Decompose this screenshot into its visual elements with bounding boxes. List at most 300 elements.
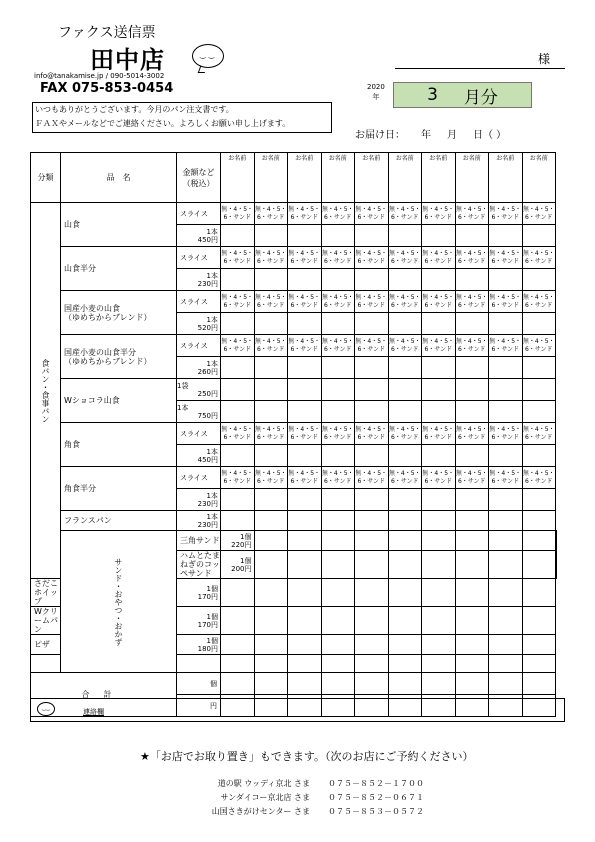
qty-cell[interactable] — [455, 313, 489, 335]
option-line-1: 無・4・5・ — [221, 249, 254, 257]
qty-cell[interactable] — [455, 635, 489, 655]
option-cell[interactable] — [321, 335, 355, 357]
qty-cell[interactable] — [321, 655, 355, 673]
option-cell[interactable] — [388, 467, 422, 489]
qty-cell[interactable] — [522, 357, 556, 379]
memo-box[interactable] — [30, 698, 565, 722]
option-cell[interactable] — [388, 247, 422, 269]
qty-cell[interactable] — [388, 489, 422, 511]
qty-cell[interactable] — [321, 551, 355, 579]
option-cell[interactable] — [522, 335, 556, 357]
qty-cell[interactable] — [254, 655, 288, 673]
option-line-1: 無・4・5・ — [288, 249, 321, 257]
qty-cell[interactable] — [522, 401, 556, 423]
qty-cell[interactable] — [254, 673, 288, 695]
option-cell[interactable] — [455, 291, 489, 313]
qty-cell[interactable] — [355, 379, 389, 401]
option-cell[interactable] — [221, 423, 255, 445]
option-cell[interactable] — [221, 467, 255, 489]
qty-cell[interactable] — [455, 379, 489, 401]
option-cell[interactable] — [355, 203, 389, 225]
qty-cell[interactable] — [221, 635, 255, 655]
qty-cell[interactable] — [254, 579, 288, 607]
option-cell[interactable] — [254, 467, 288, 489]
qty-cell[interactable] — [489, 445, 523, 467]
option-line-2: 6・サンド — [491, 477, 520, 485]
qty-cell[interactable] — [321, 511, 355, 531]
qty-cell[interactable] — [288, 579, 322, 607]
option-cell[interactable] — [321, 423, 355, 445]
qty-cell[interactable] — [455, 357, 489, 379]
qty-cell[interactable] — [254, 489, 288, 511]
qty-cell[interactable] — [254, 401, 288, 423]
qty-cell[interactable] — [254, 551, 288, 579]
option-line-1: 無・4・5・ — [489, 425, 522, 433]
qty-cell[interactable] — [489, 225, 523, 247]
qty-cell[interactable] — [489, 401, 523, 423]
option-cell[interactable] — [388, 291, 422, 313]
qty-cell[interactable] — [422, 531, 456, 551]
qty-cell[interactable] — [422, 551, 456, 579]
qty-cell[interactable] — [321, 607, 355, 635]
qty-cell[interactable] — [355, 489, 389, 511]
qty-cell[interactable] — [455, 511, 489, 531]
qty-cell[interactable] — [288, 357, 322, 379]
option-cell[interactable] — [455, 423, 489, 445]
qty-cell[interactable] — [422, 379, 456, 401]
option-cell[interactable] — [522, 467, 556, 489]
qty-cell[interactable] — [254, 379, 288, 401]
option-line-2: 6・サンド — [223, 257, 252, 265]
qty-cell[interactable] — [355, 511, 389, 531]
qty-cell[interactable] — [221, 357, 255, 379]
qty-cell[interactable] — [422, 401, 456, 423]
qty-cell[interactable] — [288, 655, 322, 673]
option-line-1: 無・4・5・ — [422, 249, 455, 257]
qty-cell[interactable] — [355, 269, 389, 291]
qty-cell[interactable] — [489, 379, 523, 401]
qty-cell[interactable] — [355, 607, 389, 635]
qty-cell[interactable] — [455, 401, 489, 423]
qty-cell[interactable] — [355, 225, 389, 247]
name-header[interactable]: お名前 — [455, 153, 489, 203]
qty-cell[interactable] — [422, 655, 456, 673]
qty-cell[interactable] — [288, 313, 322, 335]
year-label: 年 — [372, 93, 380, 101]
qty-cell[interactable] — [254, 511, 288, 531]
price-cell — [177, 511, 221, 531]
qty-cell[interactable] — [455, 655, 489, 673]
option-cell[interactable] — [221, 335, 255, 357]
option-cell[interactable] — [321, 247, 355, 269]
qty-cell[interactable] — [522, 551, 556, 579]
qty-cell[interactable] — [455, 607, 489, 635]
qty-cell[interactable] — [522, 579, 556, 607]
qty-cell[interactable] — [254, 607, 288, 635]
qty-cell[interactable] — [489, 511, 523, 531]
qty-cell[interactable] — [355, 531, 389, 551]
option-line-2: 6・サンド — [424, 213, 453, 221]
name-header[interactable]: お名前 — [522, 153, 556, 203]
qty-cell[interactable] — [321, 357, 355, 379]
qty-cell[interactable] — [522, 379, 556, 401]
option-line-2: 6・サンド — [323, 301, 352, 309]
qty-cell[interactable] — [388, 579, 422, 607]
slice-label: スライス — [177, 335, 221, 357]
qty-cell[interactable] — [388, 401, 422, 423]
price-cell — [177, 379, 221, 401]
qty-cell[interactable] — [422, 579, 456, 607]
option-line-2: 6・サンド — [524, 213, 553, 221]
option-cell[interactable] — [422, 423, 456, 445]
qty-cell[interactable] — [422, 445, 456, 467]
qty-cell[interactable] — [388, 511, 422, 531]
qty-cell[interactable] — [355, 635, 389, 655]
qty-cell[interactable] — [221, 313, 255, 335]
price: 170円 — [197, 620, 218, 629]
qty-cell[interactable] — [254, 313, 288, 335]
option-line-1: 無・4・5・ — [254, 249, 287, 257]
qty-cell[interactable] — [489, 673, 523, 695]
qty-cell[interactable] — [321, 401, 355, 423]
option-line-2: 6・サンド — [323, 433, 352, 441]
qty-cell[interactable] — [355, 579, 389, 607]
delivery-day: 日（ ） — [473, 130, 507, 141]
store-name: サンダイコー京北店 さま — [220, 793, 310, 802]
option-line-1: 無・4・5・ — [321, 205, 354, 213]
qty-cell[interactable] — [522, 225, 556, 247]
qty-cell[interactable] — [254, 269, 288, 291]
qty-cell[interactable] — [221, 401, 255, 423]
option-line-1: 無・4・5・ — [489, 249, 522, 257]
option-line-2: 6・サンド — [457, 433, 486, 441]
qty-cell[interactable] — [221, 379, 255, 401]
qty-cell[interactable] — [489, 635, 523, 655]
option-cell[interactable] — [321, 203, 355, 225]
qty-cell[interactable] — [388, 655, 422, 673]
qty-cell[interactable] — [254, 225, 288, 247]
qty-cell[interactable] — [288, 489, 322, 511]
qty-cell[interactable] — [422, 313, 456, 335]
qty-cell[interactable] — [321, 445, 355, 467]
qty-cell[interactable] — [522, 655, 556, 673]
qty-cell[interactable] — [455, 579, 489, 607]
name-header[interactable]: お名前 — [355, 153, 389, 203]
qty-cell[interactable] — [388, 225, 422, 247]
qty-cell[interactable] — [221, 489, 255, 511]
option-cell[interactable] — [455, 467, 489, 489]
option-cell[interactable] — [422, 335, 456, 357]
table-row — [31, 423, 557, 445]
qty-cell[interactable] — [455, 531, 489, 551]
option-cell[interactable] — [288, 291, 322, 313]
qty-cell[interactable] — [321, 269, 355, 291]
category-bread — [31, 203, 61, 579]
qty-cell[interactable] — [455, 673, 489, 695]
qty-cell[interactable] — [355, 673, 389, 695]
qty-cell[interactable] — [522, 673, 556, 695]
option-cell[interactable] — [254, 335, 288, 357]
qty-cell[interactable] — [288, 225, 322, 247]
qty-cell[interactable] — [489, 357, 523, 379]
qty-cell[interactable] — [221, 579, 255, 607]
option-line-2: 6・サンド — [357, 433, 386, 441]
option-cell[interactable] — [254, 423, 288, 445]
qty-cell[interactable] — [522, 489, 556, 511]
option-cell[interactable] — [522, 247, 556, 269]
qty-cell[interactable] — [254, 445, 288, 467]
product-name: Wショコラ山食 — [61, 379, 177, 423]
qty-cell[interactable] — [221, 655, 255, 673]
qty-cell[interactable] — [489, 655, 523, 673]
qty-cell[interactable] — [288, 379, 322, 401]
contact-info: info@tanakamise.jp / 090-5014-3002 — [34, 72, 165, 80]
unit: 1本 — [177, 403, 189, 412]
product-sub: （ゆめちからブレンド） — [64, 312, 152, 322]
qty-cell[interactable] — [489, 313, 523, 335]
qty-cell[interactable] — [288, 511, 322, 531]
qty-cell[interactable] — [321, 225, 355, 247]
qty-cell[interactable] — [388, 445, 422, 467]
qty-cell[interactable] — [455, 445, 489, 467]
empty-cell[interactable] — [177, 655, 221, 673]
option-cell[interactable] — [288, 203, 322, 225]
option-line-1: 無・4・5・ — [422, 425, 455, 433]
option-cell[interactable] — [388, 423, 422, 445]
option-cell[interactable] — [355, 423, 389, 445]
option-cell[interactable] — [288, 335, 322, 357]
slice-label: スライス — [177, 291, 221, 313]
qty-cell[interactable] — [221, 225, 255, 247]
name-header[interactable]: お名前 — [489, 153, 523, 203]
qty-cell[interactable] — [422, 357, 456, 379]
qty-cell[interactable] — [288, 551, 322, 579]
option-cell[interactable] — [388, 203, 422, 225]
qty-cell[interactable] — [489, 551, 523, 579]
qty-cell[interactable] — [288, 673, 322, 695]
qty-cell[interactable] — [422, 607, 456, 635]
unit: 1袋 — [177, 381, 189, 390]
qty-cell[interactable] — [355, 313, 389, 335]
option-cell[interactable] — [422, 467, 456, 489]
qty-cell[interactable] — [388, 269, 422, 291]
option-line-1: 無・4・5・ — [422, 469, 455, 477]
option-cell[interactable] — [221, 291, 255, 313]
qty-cell[interactable] — [422, 511, 456, 531]
option-cell[interactable] — [422, 203, 456, 225]
qty-cell[interactable] — [288, 401, 322, 423]
slice-label: スライス — [177, 423, 221, 445]
qty-cell[interactable] — [455, 489, 489, 511]
qty-cell[interactable] — [288, 607, 322, 635]
option-line-2: 6・サンド — [290, 213, 319, 221]
qty-cell[interactable] — [388, 673, 422, 695]
option-line-1: 無・4・5・ — [254, 469, 287, 477]
option-line-2: 6・サンド — [457, 345, 486, 353]
product-name: Wクリームパン — [31, 607, 61, 635]
qty-cell[interactable] — [489, 579, 523, 607]
qty-cell[interactable] — [288, 445, 322, 467]
qty-cell[interactable] — [221, 673, 255, 695]
option-cell[interactable] — [254, 247, 288, 269]
option-cell[interactable] — [321, 291, 355, 313]
qty-cell[interactable] — [254, 635, 288, 655]
price: 230円 — [197, 279, 218, 288]
qty-cell[interactable] — [254, 357, 288, 379]
name-header[interactable]: お名前 — [388, 153, 422, 203]
qty-cell[interactable] — [388, 607, 422, 635]
product-title: 国産小麦の山食半分 — [64, 347, 136, 357]
qty-cell[interactable] — [355, 445, 389, 467]
qty-cell[interactable] — [321, 673, 355, 695]
qty-cell[interactable] — [321, 313, 355, 335]
option-cell[interactable] — [489, 467, 523, 489]
qty-cell[interactable] — [522, 635, 556, 655]
qty-cell[interactable] — [355, 551, 389, 579]
option-cell[interactable] — [288, 423, 322, 445]
option-line-2: 6・サンド — [457, 301, 486, 309]
price-cell — [221, 551, 255, 579]
qty-cell[interactable] — [489, 531, 523, 551]
option-cell[interactable] — [355, 247, 389, 269]
product-name — [61, 247, 177, 291]
qty-cell[interactable] — [522, 607, 556, 635]
option-cell[interactable] — [455, 335, 489, 357]
option-cell[interactable] — [489, 203, 523, 225]
qty-cell[interactable] — [422, 269, 456, 291]
shop-name: 田中店 — [90, 46, 165, 74]
face-icon: ‿‿ — [37, 702, 55, 716]
option-cell[interactable] — [522, 291, 556, 313]
qty-cell[interactable] — [388, 551, 422, 579]
fax-number: FAX 075-853-0454 — [40, 81, 174, 96]
name-header[interactable]: お名前 — [221, 153, 255, 203]
option-cell[interactable] — [321, 467, 355, 489]
store-row — [160, 777, 424, 791]
option-cell[interactable] — [455, 247, 489, 269]
qty-cell[interactable] — [355, 357, 389, 379]
qty-cell[interactable] — [388, 531, 422, 551]
option-line-1: 無・4・5・ — [455, 469, 488, 477]
qty-cell[interactable] — [522, 445, 556, 467]
option-cell[interactable] — [388, 335, 422, 357]
qty-cell[interactable] — [221, 511, 255, 531]
option-cell[interactable] — [355, 335, 389, 357]
qty-cell[interactable] — [288, 531, 322, 551]
unit: 1本 — [206, 491, 218, 500]
qty-cell[interactable] — [321, 379, 355, 401]
qty-cell[interactable] — [288, 635, 322, 655]
option-cell[interactable] — [288, 247, 322, 269]
qty-cell[interactable] — [388, 357, 422, 379]
qty-cell[interactable] — [489, 269, 523, 291]
option-cell[interactable] — [254, 291, 288, 313]
option-cell[interactable] — [489, 335, 523, 357]
qty-cell[interactable] — [388, 313, 422, 335]
qty-cell[interactable] — [355, 655, 389, 673]
qty-cell[interactable] — [422, 635, 456, 655]
qty-cell[interactable] — [388, 635, 422, 655]
col-price: 金額など（税込） — [177, 153, 221, 203]
option-line-2: 6・サンド — [457, 477, 486, 485]
qty-cell[interactable] — [522, 511, 556, 531]
qty-cell[interactable] — [556, 551, 557, 579]
option-cell[interactable] — [221, 247, 255, 269]
option-cell[interactable] — [489, 291, 523, 313]
option-line-2: 6・サンド — [524, 345, 553, 353]
qty-cell[interactable] — [221, 607, 255, 635]
option-cell[interactable] — [355, 291, 389, 313]
name-header[interactable]: お名前 — [288, 153, 322, 203]
qty-cell[interactable] — [422, 225, 456, 247]
option-line-2: 6・サンド — [323, 257, 352, 265]
option-cell[interactable] — [522, 423, 556, 445]
qty-cell[interactable] — [556, 531, 557, 551]
qty-cell[interactable] — [388, 379, 422, 401]
option-cell[interactable] — [522, 203, 556, 225]
option-line-1: 無・4・5・ — [321, 337, 354, 345]
name-header[interactable]: お名前 — [321, 153, 355, 203]
qty-cell[interactable] — [522, 313, 556, 335]
option-cell[interactable] — [355, 467, 389, 489]
qty-cell[interactable] — [489, 607, 523, 635]
qty-cell[interactable] — [221, 445, 255, 467]
qty-cell[interactable] — [455, 269, 489, 291]
option-line-1: 無・4・5・ — [321, 469, 354, 477]
qty-cell[interactable] — [422, 673, 456, 695]
product-name: ハムとたまねぎのコッペサンド — [177, 551, 221, 579]
qty-cell[interactable] — [489, 489, 523, 511]
option-line-1: 無・4・5・ — [221, 293, 254, 301]
option-line-1: 無・4・5・ — [522, 337, 555, 345]
name-header[interactable]: お名前 — [422, 153, 456, 203]
qty-cell[interactable] — [455, 225, 489, 247]
slice-label: スライス — [177, 247, 221, 269]
option-line-2: 6・サンド — [223, 345, 252, 353]
qty-cell[interactable] — [455, 551, 489, 579]
product-name: さだこホイップ — [31, 579, 61, 607]
option-line-2: 6・サンド — [424, 257, 453, 265]
qty-cell[interactable] — [321, 489, 355, 511]
name-header[interactable]: お名前 — [254, 153, 288, 203]
option-line-2: 6・サンド — [424, 301, 453, 309]
empty-cell[interactable] — [31, 655, 61, 673]
unit: 1本 — [206, 315, 218, 324]
option-cell[interactable] — [221, 203, 255, 225]
option-cell[interactable] — [455, 203, 489, 225]
qty-cell[interactable] — [321, 579, 355, 607]
option-line-1: 無・4・5・ — [489, 337, 522, 345]
category-snacks — [61, 531, 177, 673]
option-cell[interactable] — [422, 291, 456, 313]
option-cell[interactable] — [254, 203, 288, 225]
recipient-line — [395, 68, 565, 69]
option-cell[interactable] — [422, 247, 456, 269]
qty-cell[interactable] — [288, 269, 322, 291]
qty-cell[interactable] — [522, 269, 556, 291]
qty-cell[interactable] — [355, 401, 389, 423]
qty-cell[interactable] — [221, 269, 255, 291]
option-cell[interactable] — [489, 247, 523, 269]
option-cell[interactable] — [288, 467, 322, 489]
qty-cell[interactable] — [254, 531, 288, 551]
qty-cell[interactable] — [321, 531, 355, 551]
option-cell[interactable] — [489, 423, 523, 445]
qty-cell[interactable] — [321, 635, 355, 655]
qty-cell[interactable] — [522, 531, 556, 551]
option-line-2: 6・サンド — [323, 213, 352, 221]
qty-cell[interactable] — [422, 489, 456, 511]
